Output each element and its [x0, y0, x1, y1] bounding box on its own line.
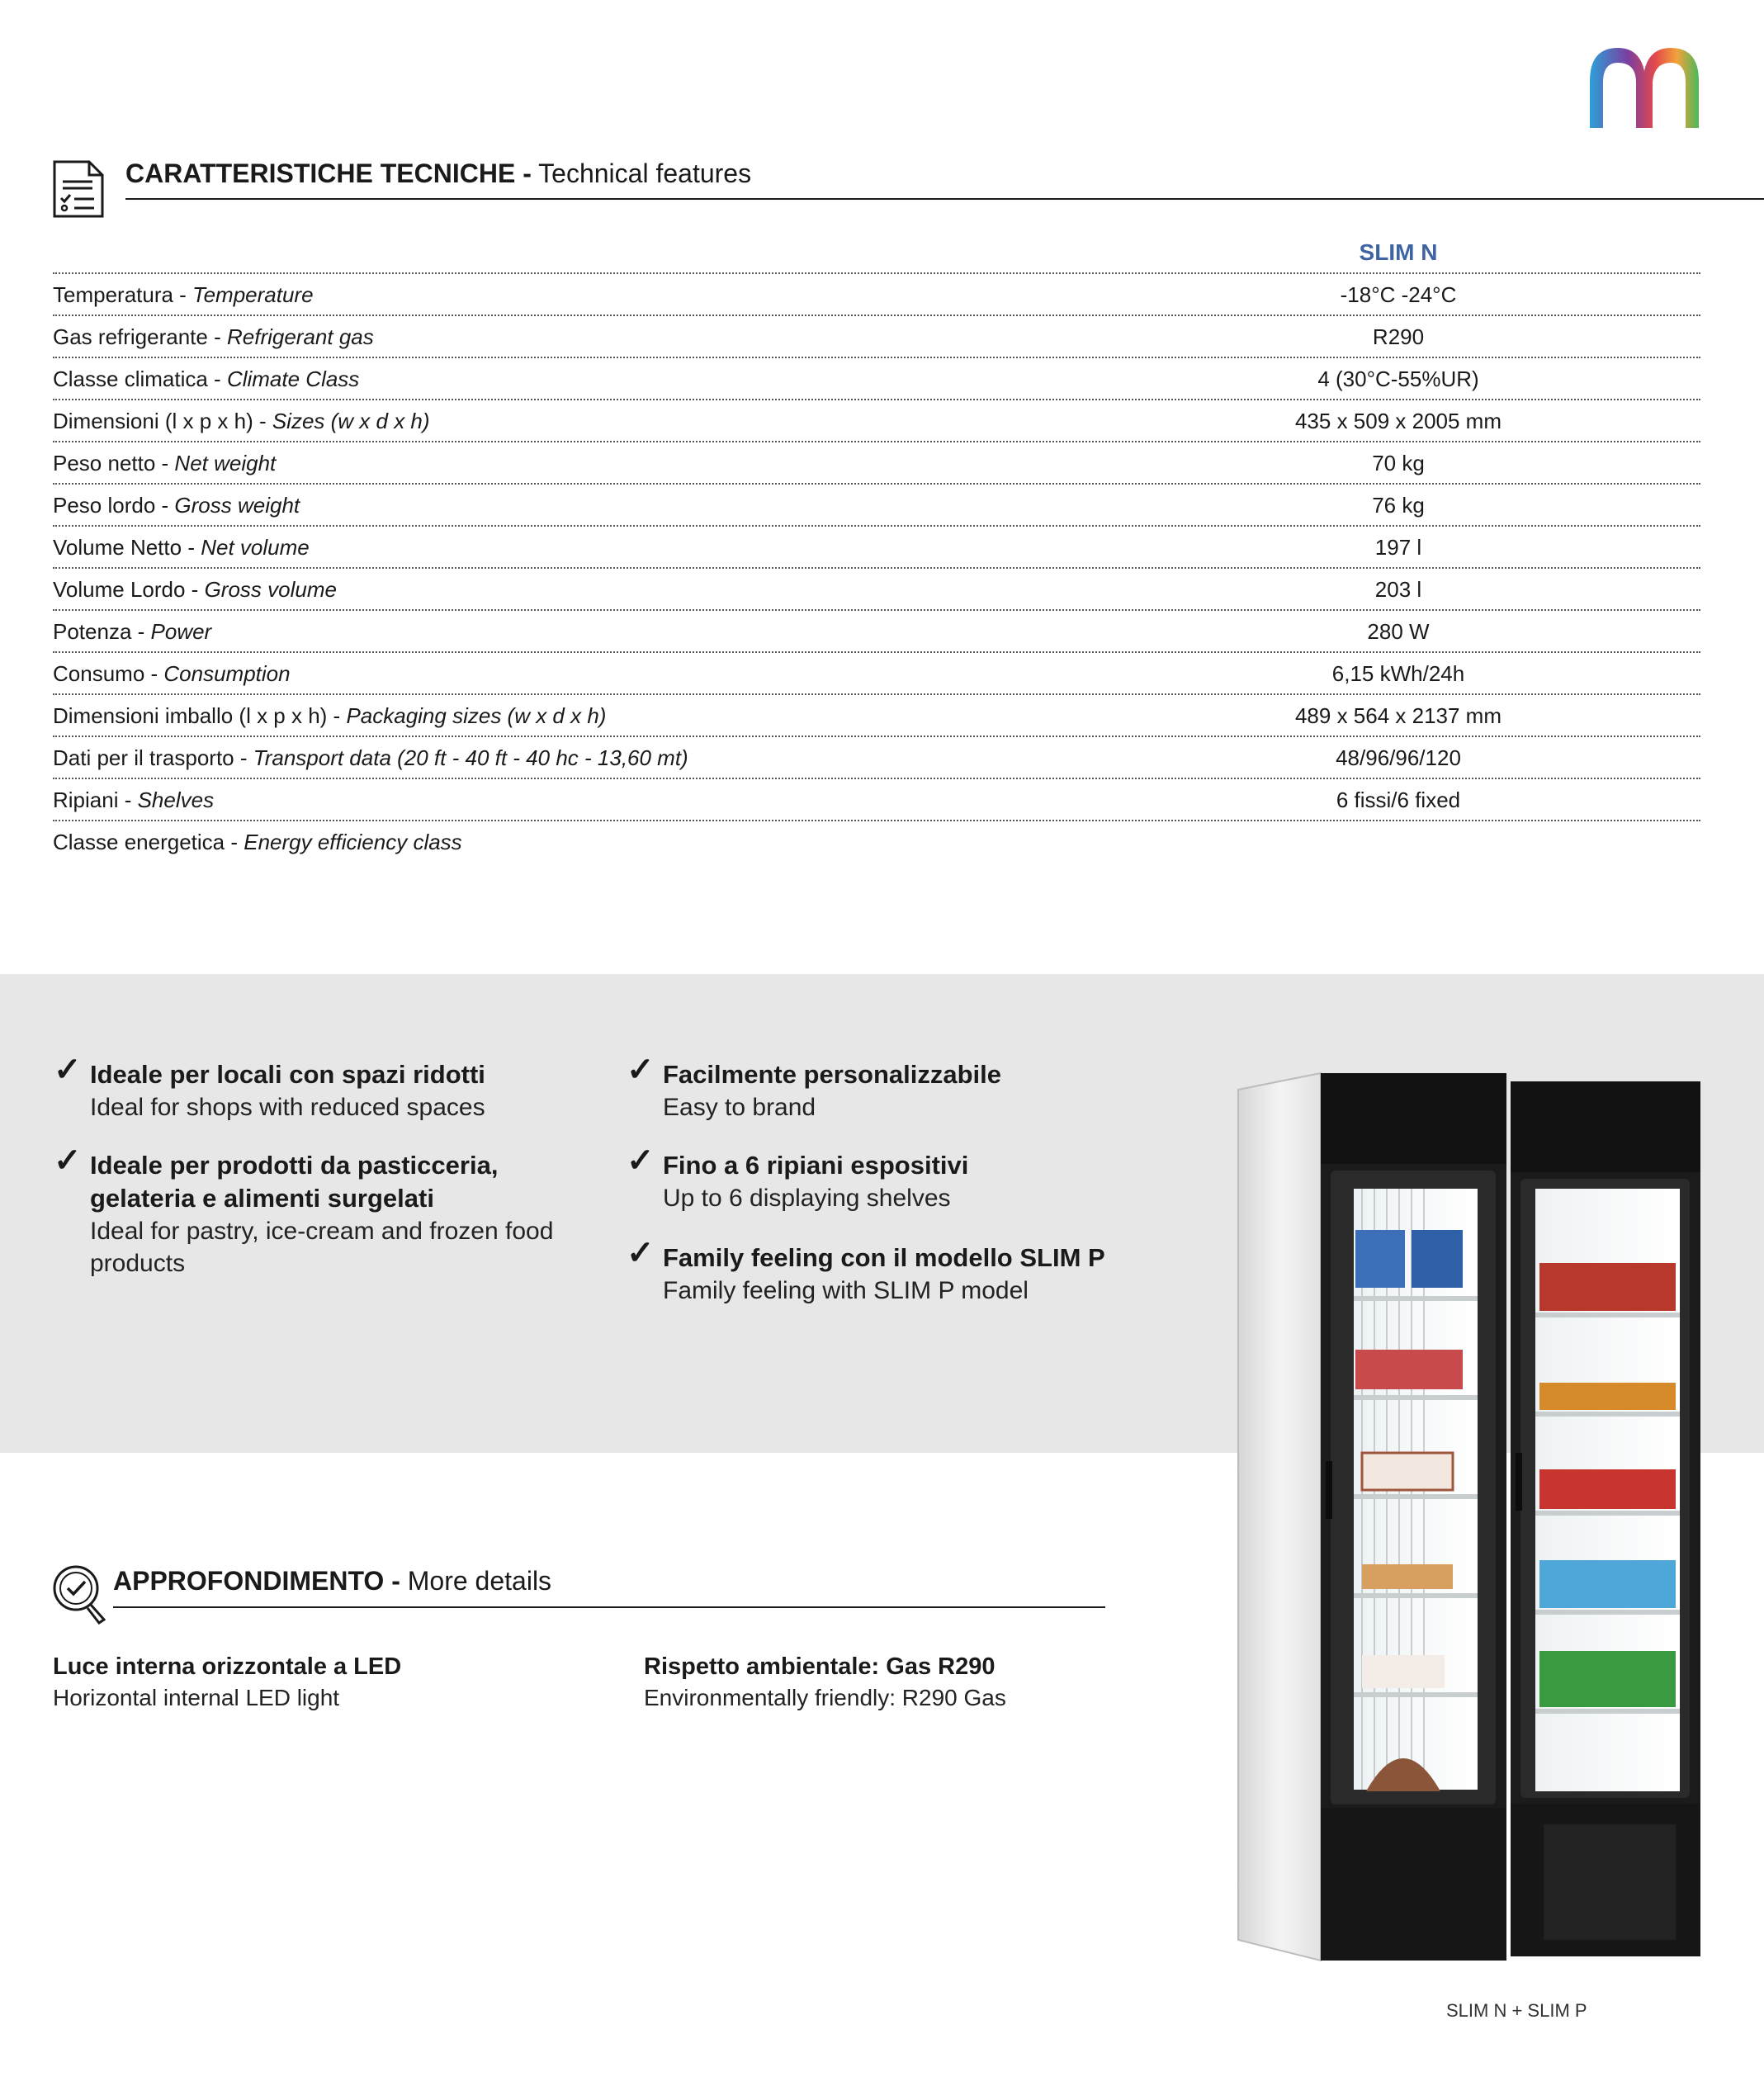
spec-row	[53, 274, 1700, 316]
feature-title: Ideale per prodotti da pasticceria, gelateria e alimenti surgelati	[90, 1151, 499, 1213]
spec-label-it: Dimensioni (l x p x h) -	[53, 409, 272, 433]
spec-row	[53, 485, 1700, 527]
details-title-light: More details	[400, 1566, 552, 1596]
spec-label	[53, 409, 430, 434]
spec-label-it: Volume Netto -	[53, 535, 201, 560]
product-caption: SLIM N + SLIM P	[1446, 2000, 1587, 2021]
detail-item	[53, 1651, 401, 1713]
spec-label-en: Climate Class	[226, 367, 360, 391]
detail-title: Luce interna orizzontale a LED	[53, 1653, 402, 1680]
spec-label-it: Dati per il trasporto -	[53, 745, 253, 770]
tech-section-title	[125, 158, 751, 189]
spec-value: 435 x 509 x 2005 mm	[1294, 409, 1502, 433]
spec-value: 203 l	[1374, 577, 1422, 602]
spec-label-en: Sizes (w x d x h)	[272, 409, 430, 433]
spec-value: 70 kg	[1372, 451, 1425, 475]
spec-label-en: Shelves	[137, 788, 215, 812]
feature-subtitle: Family feeling with SLIM P model	[663, 1277, 1029, 1304]
feature-item	[54, 1142, 602, 1280]
spec-label-en: Consumption	[163, 661, 291, 686]
feature-item	[627, 1052, 1199, 1123]
spec-label	[53, 619, 211, 645]
spec-row	[53, 695, 1700, 737]
spec-label-en: Packaging sizes (w x d x h)	[346, 703, 607, 728]
feature-subtitle: Ideal for shops with reduced spaces	[90, 1094, 485, 1121]
spec-row	[53, 316, 1700, 358]
feature-item	[627, 1235, 1199, 1307]
spec-label	[53, 577, 337, 603]
spec-value: 489 x 564 x 2137 mm	[1294, 703, 1502, 728]
check-icon: ✓	[627, 1052, 655, 1088]
spec-row	[53, 527, 1700, 569]
spec-row	[53, 653, 1700, 695]
spec-label-it: Peso lordo -	[53, 493, 175, 518]
spec-label-it: Consumo -	[53, 661, 164, 686]
spec-label-it: Potenza -	[53, 619, 151, 644]
spec-sheet-icon	[51, 158, 106, 220]
spec-label-it: Classe energetica -	[53, 830, 244, 854]
spec-label-it: Gas refrigerante -	[53, 324, 227, 349]
spec-label-en: Net volume	[201, 535, 310, 560]
feature-subtitle: Up to 6 displaying shelves	[663, 1185, 951, 1212]
spec-label	[53, 282, 314, 308]
spec-value: 4 (30°C-55%UR)	[1317, 367, 1479, 391]
spec-label-en: Power	[150, 619, 212, 644]
check-icon: ✓	[627, 1235, 655, 1271]
spec-label-en: Temperature	[192, 282, 314, 307]
tech-title-rule	[125, 198, 1764, 200]
spec-label-it: Temperatura -	[53, 282, 193, 307]
details-title-bold: APPROFONDIMENTO -	[113, 1566, 400, 1596]
spec-value: R290	[1372, 324, 1425, 349]
spec-label-it: Ripiani -	[53, 788, 138, 812]
spec-row	[53, 821, 1700, 887]
detail-title: Rispetto ambientale: Gas R290	[644, 1653, 996, 1680]
details-title-rule	[113, 1606, 1105, 1608]
spec-value: 280 W	[1367, 619, 1430, 644]
spec-row	[53, 779, 1700, 821]
spec-label	[53, 493, 300, 518]
fridge-illustration	[1230, 1065, 1700, 1965]
spec-row	[53, 358, 1700, 400]
detail-item	[644, 1651, 1006, 1713]
specs-table	[53, 234, 1700, 887]
spec-label-it: Volume Lordo -	[53, 577, 205, 602]
feature-item	[54, 1052, 627, 1123]
spec-value: 6 fissi/6 fixed	[1336, 788, 1461, 812]
spec-label-it: Peso netto -	[53, 451, 175, 475]
spec-label-en: Net weight	[174, 451, 277, 475]
detail-subtitle: Environmentally friendly: R290 Gas	[644, 1685, 1006, 1710]
details-section-title	[113, 1566, 551, 1596]
spec-label	[53, 788, 214, 813]
spec-value: 76 kg	[1372, 493, 1425, 518]
spec-label	[53, 535, 310, 561]
spec-row	[53, 442, 1700, 485]
spec-row	[53, 400, 1700, 442]
spec-label-it: Classe climatica -	[53, 367, 227, 391]
brand-logo	[1585, 41, 1705, 132]
feature-title: Fino a 6 ripiani espositivi	[663, 1151, 969, 1180]
check-icon: ✓	[54, 1052, 82, 1088]
spec-label-en: Energy efficiency class	[244, 830, 462, 854]
spec-label	[53, 324, 374, 350]
magnifier-check-icon	[50, 1562, 109, 1625]
tech-title-bold: CARATTERISTICHE TECNICHE -	[125, 158, 532, 188]
spec-value: 6,15 kWh/24h	[1331, 661, 1465, 686]
spec-label-en: Gross weight	[174, 493, 300, 518]
spec-label	[53, 703, 606, 729]
feature-subtitle: Easy to brand	[663, 1094, 816, 1121]
specs-table-header	[53, 234, 1700, 274]
spec-label-en: Gross volume	[204, 577, 337, 602]
spec-label-en: Transport data (20 ft - 40 ft - 40 hc - 13,60 mt)	[253, 745, 688, 770]
spec-value: -18°C -24°C	[1340, 282, 1457, 307]
spec-value: 48/96/96/120	[1336, 745, 1461, 770]
spec-label	[53, 451, 276, 476]
spec-label-en: Refrigerant gas	[226, 324, 374, 349]
feature-title: Facilmente personalizzabile	[663, 1060, 1002, 1089]
spec-row	[53, 569, 1700, 611]
feature-subtitle: Ideal for pastry, ice-cream and frozen food products	[90, 1218, 554, 1277]
check-icon: ✓	[627, 1142, 655, 1179]
feature-title: Family feeling con il modello SLIM P	[663, 1243, 1105, 1272]
spec-row	[53, 737, 1700, 779]
feature-title: Ideale per locali con spazi ridotti	[90, 1060, 485, 1089]
tech-title-light: Technical features	[531, 158, 752, 188]
spec-label	[53, 830, 462, 855]
spec-label	[53, 367, 359, 392]
check-icon: ✓	[54, 1142, 82, 1179]
spec-value: 197 l	[1374, 535, 1422, 560]
detail-subtitle: Horizontal internal LED light	[53, 1685, 340, 1710]
spec-label	[53, 745, 688, 771]
feature-item	[627, 1142, 1199, 1214]
model-column-header: SLIM N	[1359, 239, 1438, 265]
spec-row	[53, 611, 1700, 653]
spec-label	[53, 661, 291, 687]
spec-label-it: Dimensioni imballo (l x p x h) -	[53, 703, 347, 728]
